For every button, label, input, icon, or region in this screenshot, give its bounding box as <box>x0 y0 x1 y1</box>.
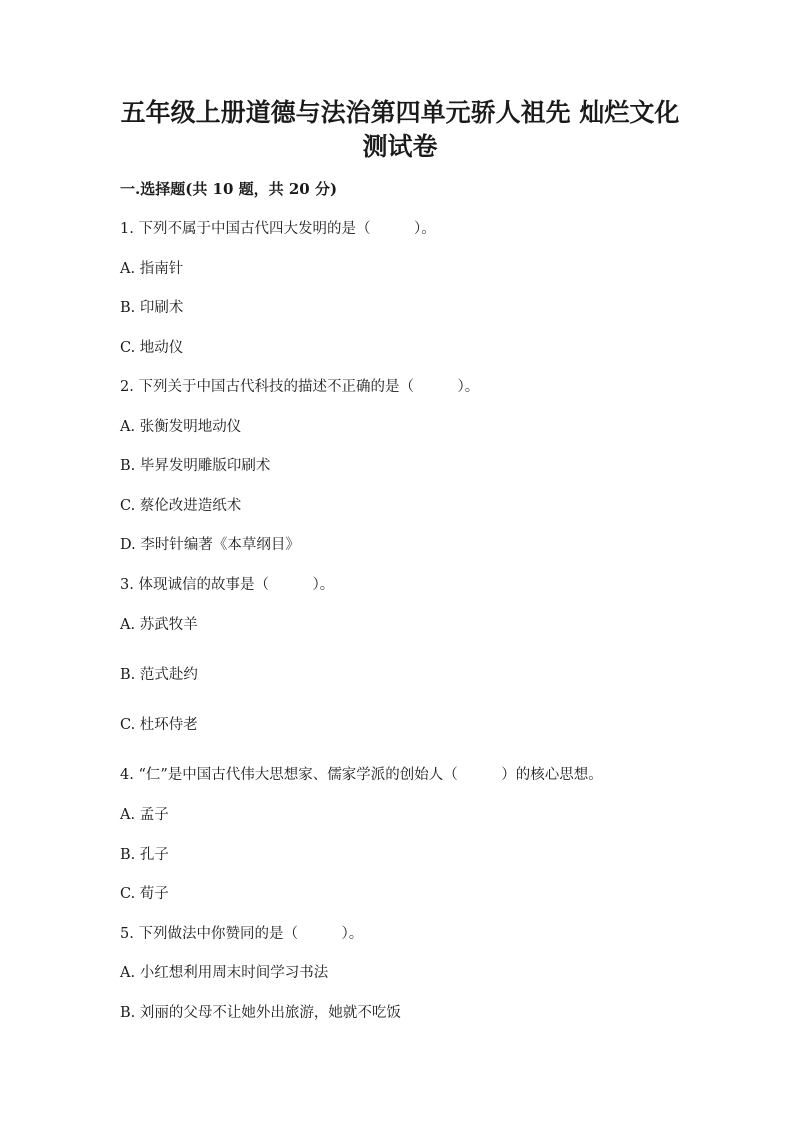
question-2-stem: 2. 下列关于中国古代科技的描述不正确的是（ ）。 <box>120 379 480 395</box>
document-title-line-2: 测试卷 <box>362 132 438 161</box>
question-5-option-b: B. 刘丽的父母不让她外出旅游，她就不吃饭 <box>120 1005 401 1021</box>
question-3-stem: 3. 体现诚信的故事是（ ）。 <box>120 577 335 593</box>
question-4-stem: 4. “仁”是中国古代伟大思想家、儒家学派的创始人（ ）的核心思想。 <box>120 767 603 783</box>
section-heading: 一.选择题(共 10 题，共 20 分) <box>120 180 338 198</box>
question-1-option-b: B. 印刷术 <box>120 300 184 316</box>
question-1-option-c: C. 地动仪 <box>120 340 184 356</box>
question-3-option-b: B. 范式赴约 <box>120 667 198 683</box>
document-title-line-1: 五年级上册道德与法治第四单元骄人祖先 灿烂文化 <box>120 98 680 127</box>
question-3-option-c: C. 杜环侍老 <box>120 717 198 733</box>
question-5-stem: 5. 下列做法中你赞同的是（ ）。 <box>120 926 364 942</box>
question-1-option-a: A. 指南针 <box>120 261 184 277</box>
question-5-option-a: A. 小红想利用周末时间学习书法 <box>120 965 329 981</box>
question-4-option-b: B. 孔子 <box>120 847 169 863</box>
question-2-option-b: B. 毕昇发明雕版印刷术 <box>120 458 271 474</box>
question-2-option-c: C. 蔡伦改进造纸术 <box>120 498 242 514</box>
question-3-option-a: A. 苏武牧羊 <box>120 617 198 633</box>
question-1-stem: 1. 下列不属于中国古代四大发明的是（ ）。 <box>120 221 436 237</box>
question-2-option-d: D. 李时针编著《本草纲目》 <box>120 537 300 553</box>
question-2-option-a: A. 张衡发明地动仪 <box>120 419 242 435</box>
question-4-option-a: A. 孟子 <box>120 807 169 823</box>
question-4-option-c: C. 荀子 <box>120 886 169 902</box>
